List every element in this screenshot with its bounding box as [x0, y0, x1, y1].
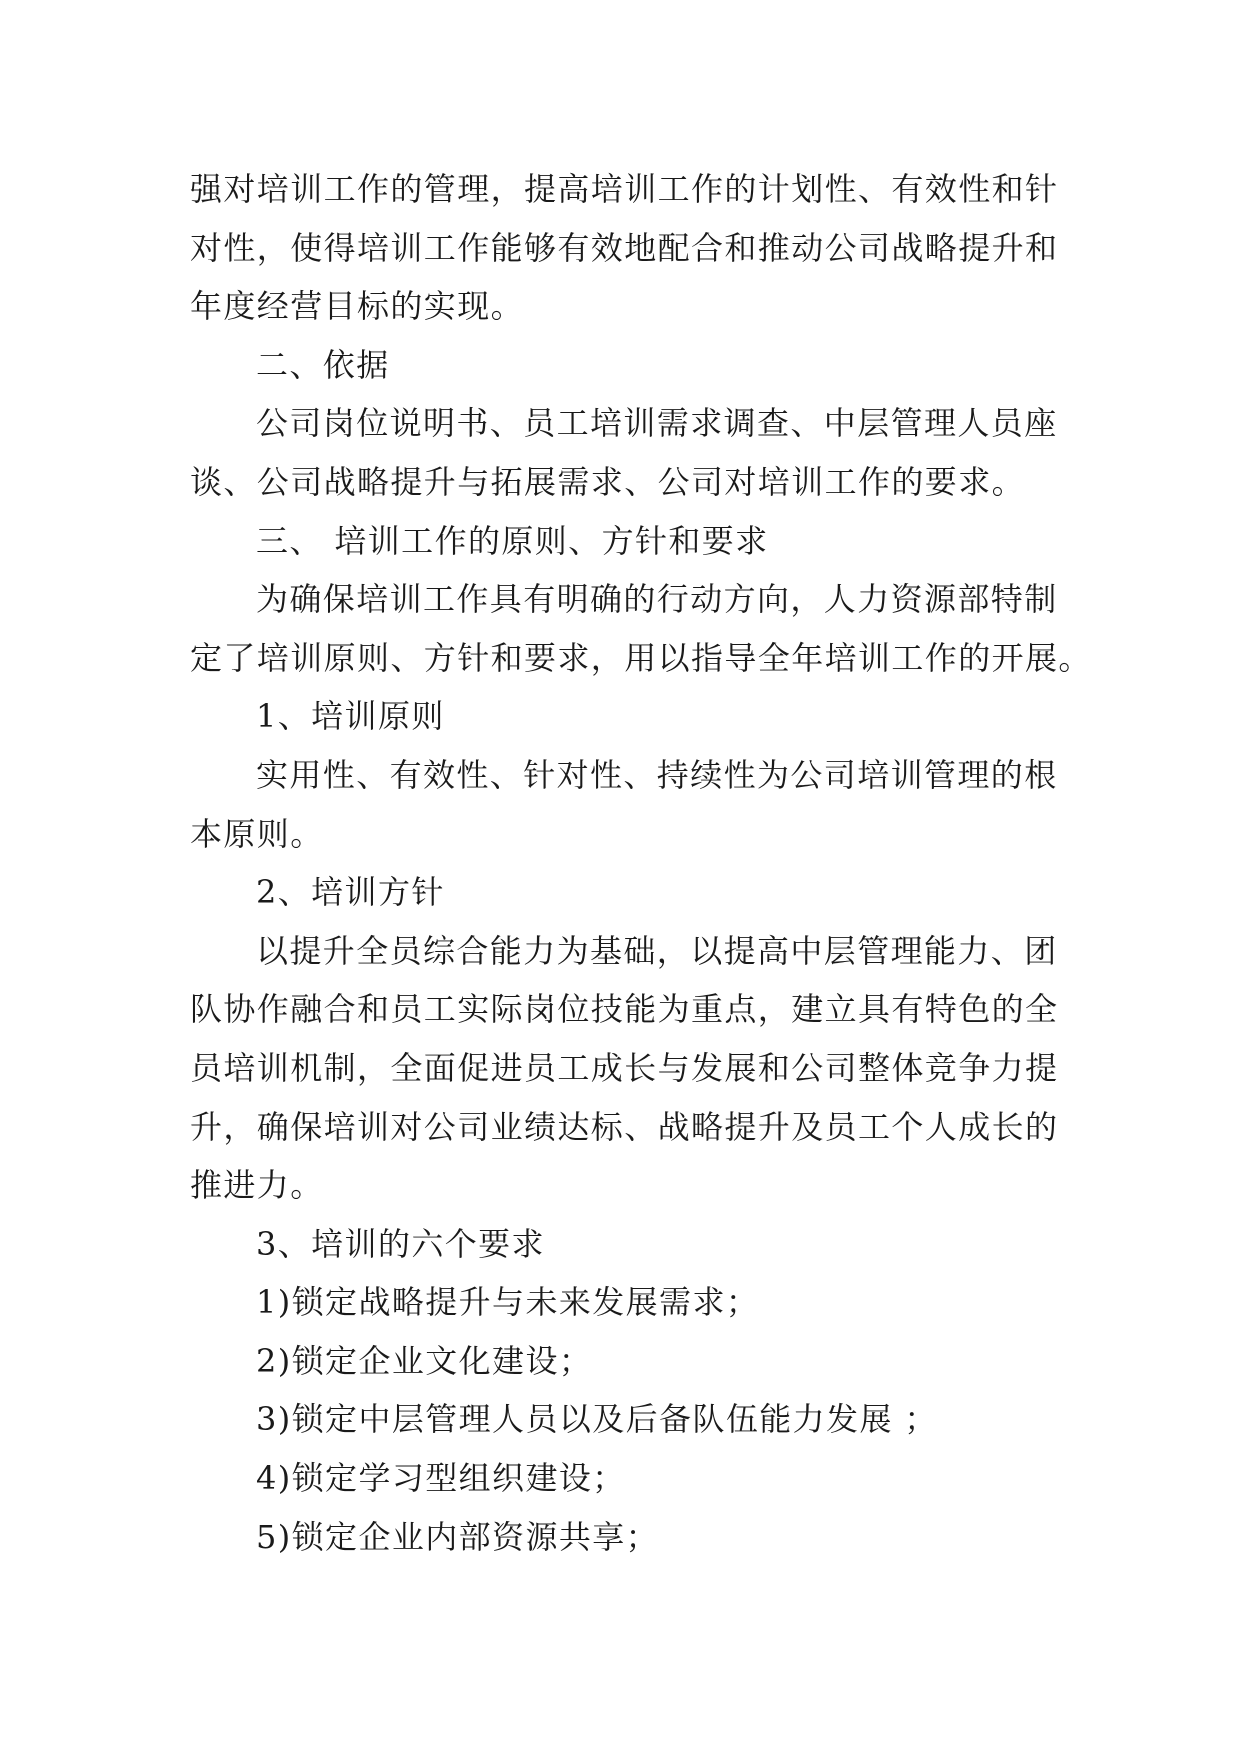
body-line: 队协作融合和员工实际岗位技能为重点，建立具有特色的全 [190, 990, 1059, 1029]
body-line: 升，确保培训对公司业绩达标、战略提升及员工个人成长的 [190, 1107, 1059, 1146]
subheading-training-principle: 1、培训原则 [256, 697, 445, 736]
body-line: 本原则。 [190, 814, 324, 853]
body-line: 强对培训工作的管理，提高培训工作的计划性、有效性和针 [190, 170, 1059, 208]
body-line: 为确保培训工作具有明确的行动方向，人力资源部特制 [256, 580, 1058, 619]
body-line: 谈、公司战略提升与拓展需求、公司对培训工作的要求。 [190, 462, 1026, 501]
body-line: 定了培训原则、方针和要求，用以指导全年培训工作的开展。 [190, 638, 1092, 677]
list-item: 5)锁定企业内部资源共享； [256, 1517, 660, 1556]
body-line: 公司岗位说明书、员工培训需求调查、中层管理人员座 [256, 404, 1058, 443]
subheading-six-requirements: 3、培训的六个要求 [256, 1224, 545, 1263]
subheading-training-policy: 2、培训方针 [256, 873, 445, 912]
section-heading-principles: 三、 培训工作的原则、方针和要求 [256, 521, 769, 560]
document-body [190, 160, 1092, 1566]
body-line: 员培训机制，全面促进员工成长与发展和公司整体竞争力提 [190, 1048, 1059, 1087]
list-item: 2)锁定企业文化建设； [256, 1341, 593, 1380]
body-line: 推进力。 [190, 1166, 324, 1205]
body-line: 对性，使得培训工作能够有效地配合和推动公司战略提升和 [190, 228, 1059, 267]
body-line: 实用性、有效性、针对性、持续性为公司培训管理的根 [256, 755, 1058, 794]
body-line: 以提升全员综合能力为基础，以提高中层管理能力、团 [256, 931, 1058, 970]
list-item: 4)锁定学习型组织建设； [256, 1459, 626, 1498]
list-item: 1)锁定战略提升与未来发展需求； [256, 1283, 760, 1322]
list-item: 3)锁定中层管理人员以及后备队伍能力发展 ； [256, 1400, 938, 1439]
section-heading-basis: 二、依据 [256, 345, 390, 384]
body-line: 年度经营目标的实现。 [190, 287, 525, 326]
